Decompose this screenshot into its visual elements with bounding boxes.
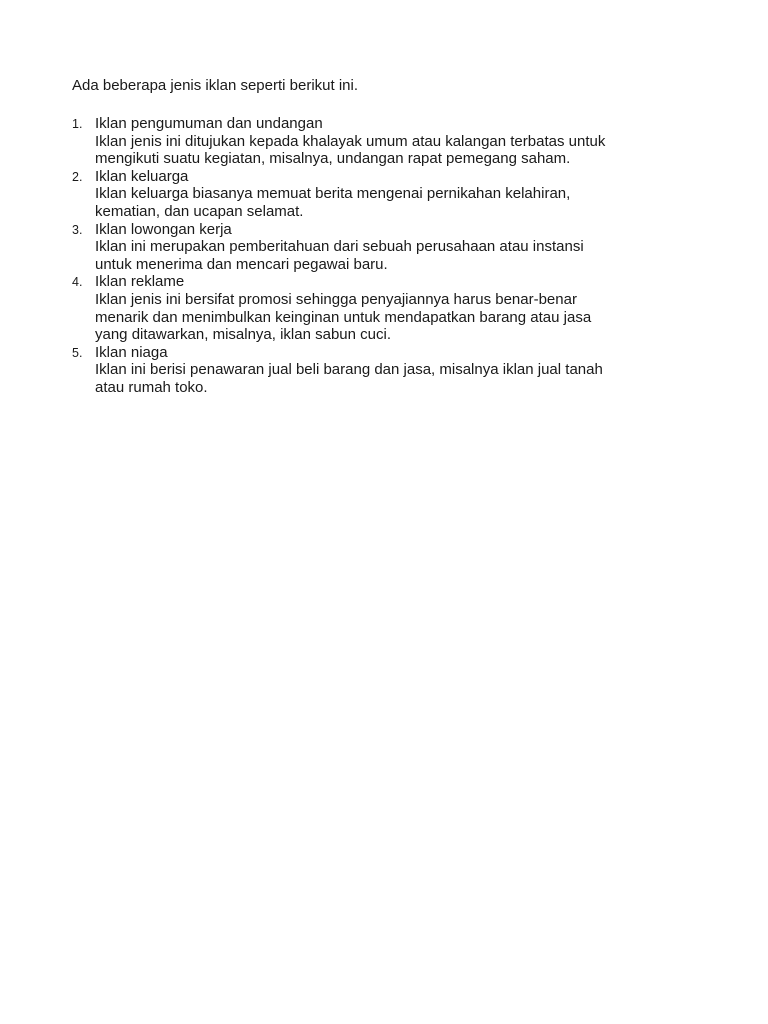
item-description-line: Iklan jenis ini bersifat promosi sehingga penyajiannya harus benar-benar bbox=[95, 290, 577, 308]
list-item-3 bbox=[72, 221, 712, 274]
item-number: 5. bbox=[72, 345, 83, 360]
item-description-line: menarik dan menimbulkan keinginan untuk mendapatkan barang atau jasa bbox=[95, 308, 592, 326]
list-item-4 bbox=[72, 273, 712, 343]
item-description-line: untuk menerima dan mencari pegawai baru. bbox=[95, 255, 388, 273]
item-number: 3. bbox=[72, 222, 83, 237]
item-description-line: mengikuti suatu kegiatan, misalnya, undangan rapat pemegang saham. bbox=[95, 150, 571, 168]
item-title: Iklan niaga bbox=[95, 343, 168, 361]
ad-types-list bbox=[72, 115, 712, 397]
item-title: Iklan keluarga bbox=[95, 167, 189, 185]
item-description-line: yang ditawarkan, misalnya, iklan sabun cuci. bbox=[95, 326, 391, 344]
item-number: 4. bbox=[72, 275, 83, 290]
item-description-line: Iklan keluarga biasanya memuat berita mengenai pernikahan kelahiran, bbox=[95, 185, 571, 203]
item-title: Iklan lowongan kerja bbox=[95, 220, 232, 238]
item-title: Iklan pengumuman dan undangan bbox=[95, 115, 323, 132]
list-item-2 bbox=[72, 168, 712, 221]
list-item-1 bbox=[72, 115, 712, 168]
item-description-line: atau rumah toko. bbox=[95, 378, 208, 396]
list-item-5 bbox=[72, 344, 712, 397]
item-description-line: Iklan ini berisi penawaran jual beli barang dan jasa, misalnya iklan jual tanah bbox=[95, 361, 603, 379]
item-description-line: kematian, dan ucapan selamat. bbox=[95, 202, 304, 220]
item-description-line: Iklan ini merupakan pemberitahuan dari sebuah perusahaan atau instansi bbox=[95, 238, 584, 256]
document-page bbox=[72, 77, 712, 397]
item-description-line: Iklan jenis ini ditujukan kepada khalayak umum atau kalangan terbatas untuk bbox=[95, 132, 606, 150]
item-number: 2. bbox=[72, 169, 83, 184]
item-title: Iklan reklame bbox=[95, 273, 185, 291]
item-number: 1. bbox=[72, 117, 83, 131]
intro-paragraph: Ada beberapa jenis iklan seperti berikut ini. bbox=[72, 77, 359, 94]
